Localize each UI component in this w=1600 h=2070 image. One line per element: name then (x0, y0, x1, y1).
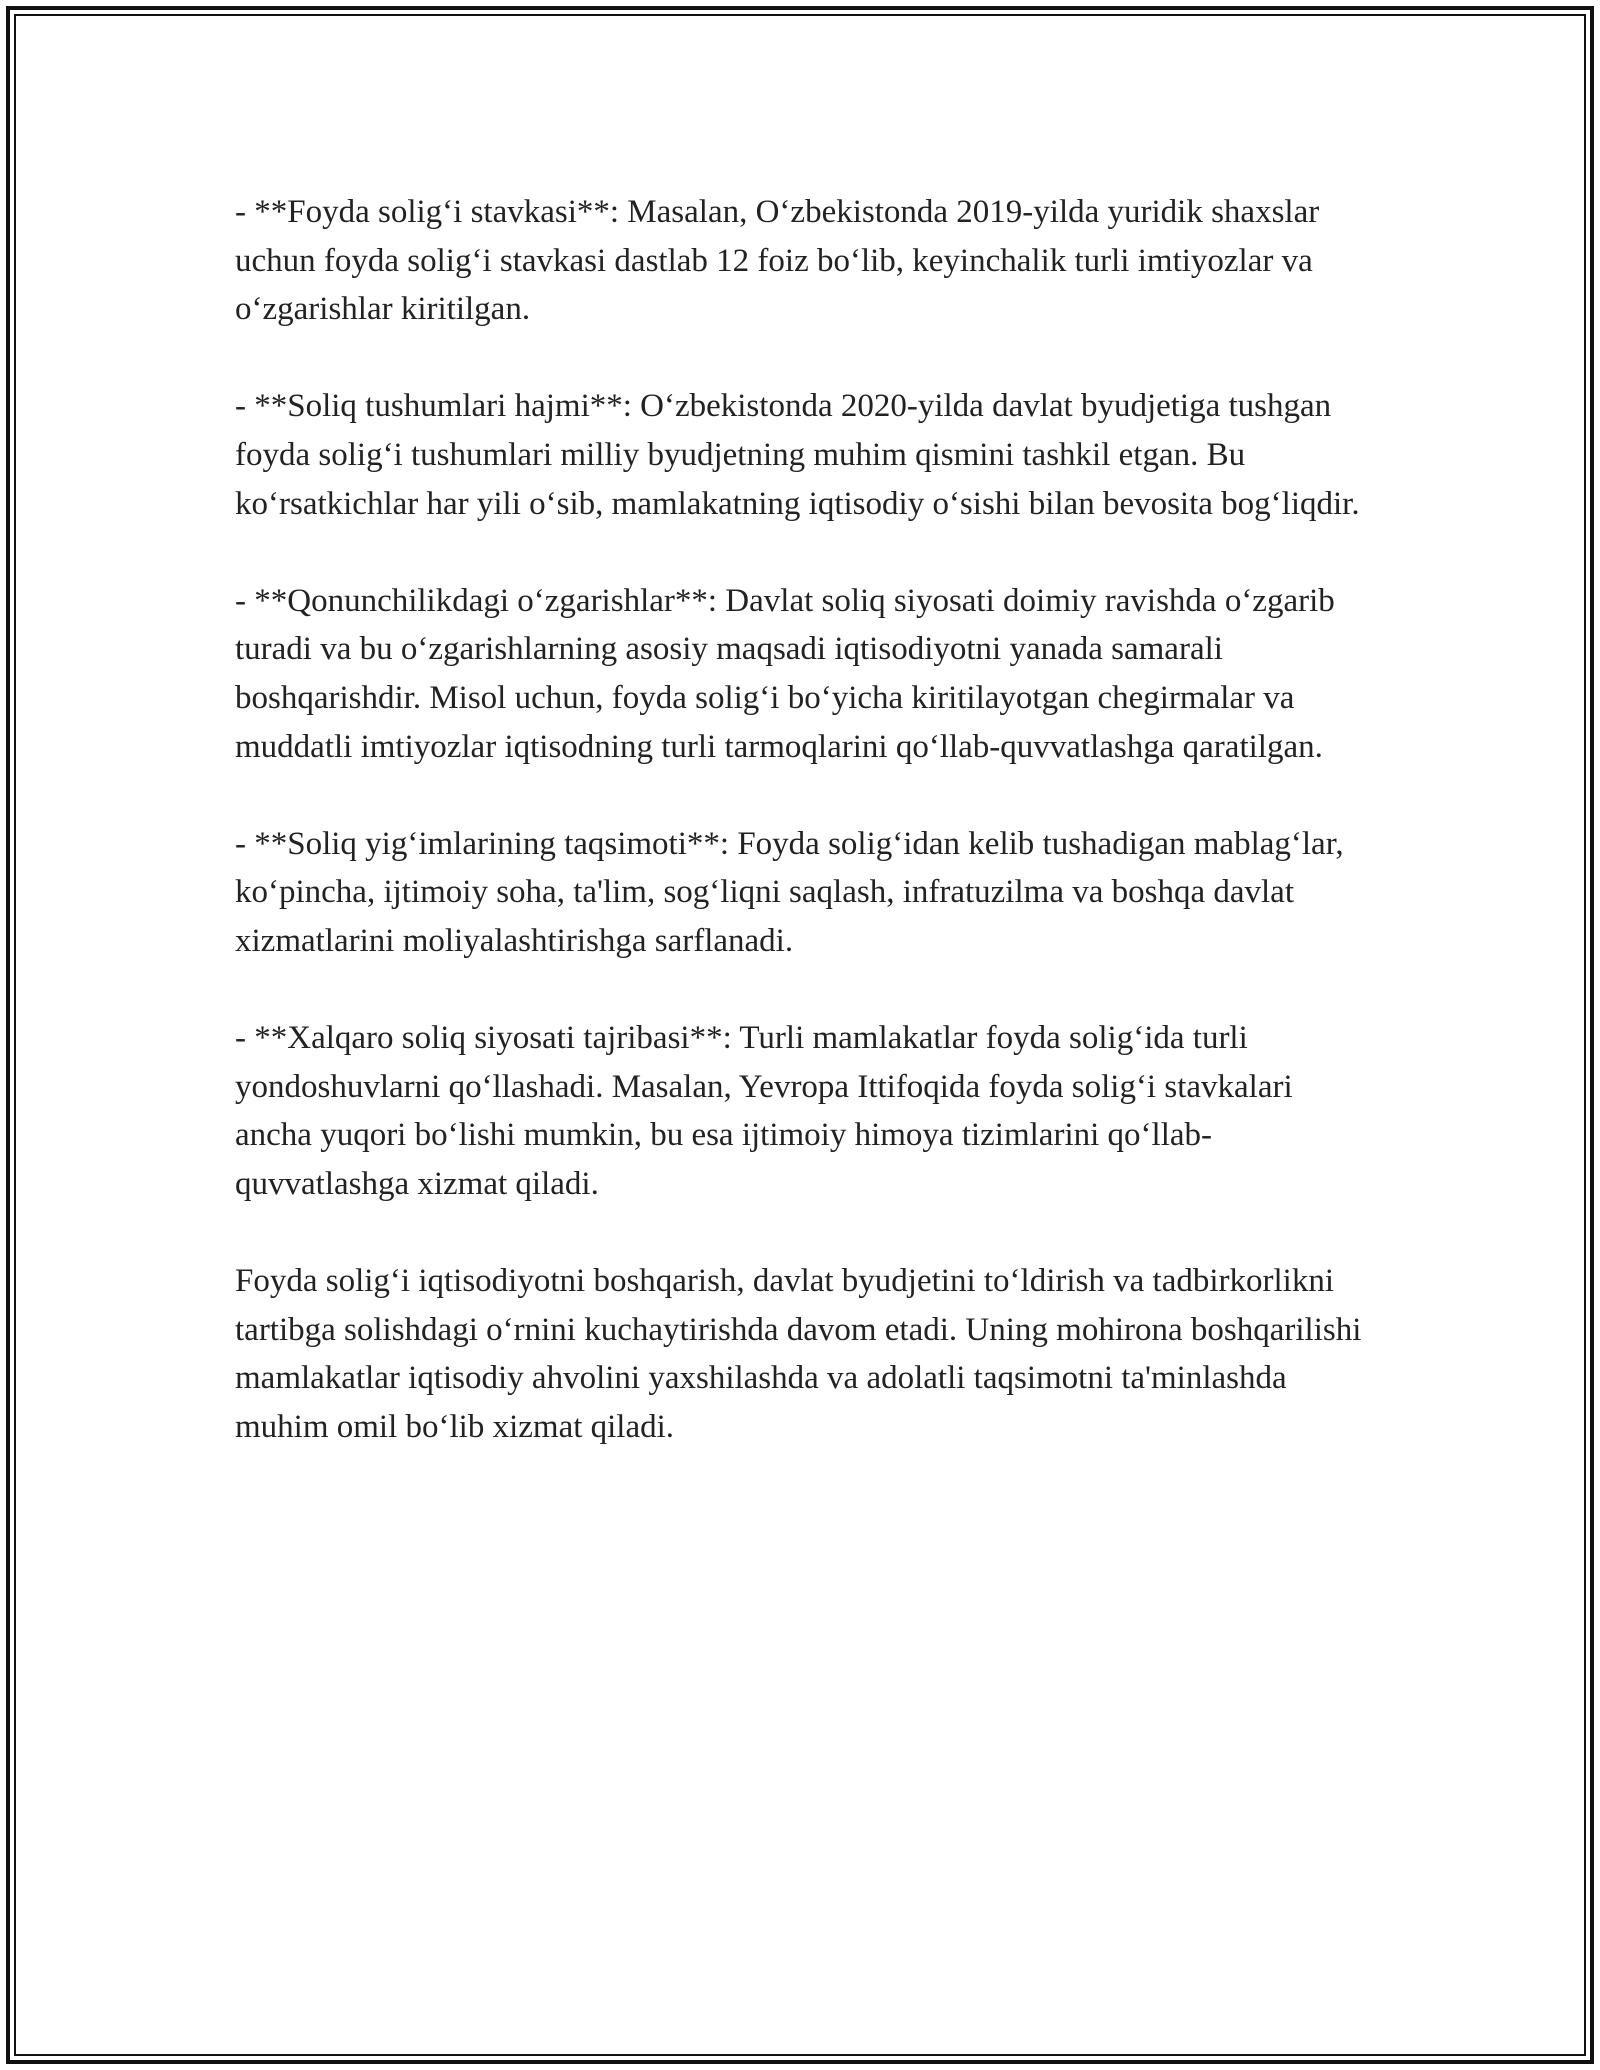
paragraph-international-experience: - **Xalqaro soliq siyosati tajribasi**: Turli mamlakatlar foyda solig‘ida turli yondoshuvlarni qo‘llashadi. Masalan, Yevropa Ittifoqida foyda solig‘i stavkalari ancha yuqori bo‘lishi mumkin, bu esa ijtimoiy himoya tizimlarini qo‘llab-quvvatlashga xizmat qiladi. (235, 1020, 1293, 1202)
paragraph-tax-revenue-volume: - **Soliq tushumlari hajmi**: O‘zbekistonda 2020-yilda davlat byudjetiga tushgan foyda solig‘i tushumlari milliy byudjetning muhim qismini tashkil etgan. Bu ko‘rsatkichlar har yili o‘sib, mamlakatning iqtisodiy o‘sishi bilan bevosita bog‘liqdir. (235, 388, 1360, 522)
paragraph-profit-tax-rate: - **Foyda solig‘i stavkasi**: Masalan, O‘zbekistonda 2019-yilda yuridik shaxslar uchun foyda solig‘i stavkasi dastlab 12 foiz bo‘lib, keyinchalik turli imtiyozlar va o‘zgarishlar kiritilgan. (235, 194, 1320, 328)
paragraph-conclusion: Foyda solig‘i iqtisodiyotni boshqarish, davlat byudjetini to‘ldirish va tadbirkorlikni tartibga solishdagi o‘rnini kuchaytirishda davom etadi. Uning mohirona boshqarilishi mamlakatlar iqtisodiy ahvolini yaxshilashda va adolatli taqsimotni ta'minlashda muhim omil bo‘lib xizmat qiladi. (235, 1263, 1362, 1445)
paragraph-tax-distribution: - **Soliq yig‘imlarining taqsimoti**: Foyda solig‘idan kelib tushadigan mablag‘lar, ko‘pincha, ijtimoiy soha, ta'lim, sog‘liqni saqlash, infratuzilma va boshqa davlat xizmatlarini moliyalashtirishga sarflanadi. (235, 825, 1344, 959)
paragraph-legislative-changes: - **Qonunchilikdagi o‘zgarishlar**: Davlat soliq siyosati doimiy ravishda o‘zgarib turadi va bu o‘zgarishlarning asosiy maqsadi iqtisodiyotni yanada samarali boshqarishdir. Misol uchun, foyda solig‘i bo‘yicha kiritilayotgan chegirmalar va muddatli imtiyozlar iqtisodning turli tarmoqlarini qo‘llab-quvvatlashga qaratilgan. (235, 582, 1335, 765)
document-body (235, 188, 1375, 1451)
